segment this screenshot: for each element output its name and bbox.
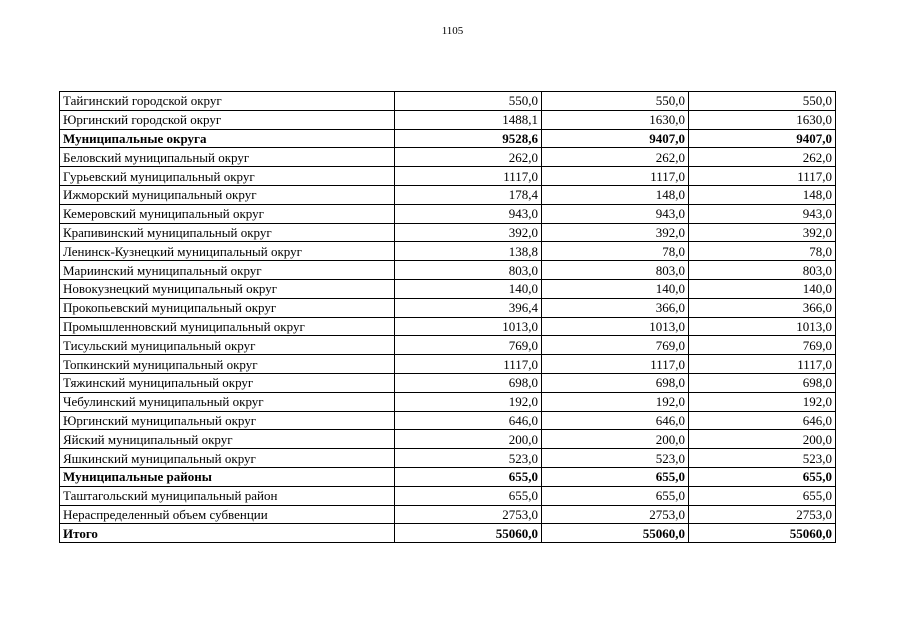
value-cell-2: 9407,0: [542, 129, 689, 148]
value-cell-3: 1630,0: [689, 110, 836, 129]
table-row: [60, 373, 836, 392]
value-cell-1: 55060,0: [395, 524, 542, 543]
row-name-cell: Чебулинский муниципальный округ: [60, 392, 395, 411]
value-cell-1: 200,0: [395, 430, 542, 449]
row-name-cell: Мариинский муниципальный округ: [60, 261, 395, 280]
value-cell-1: 138,8: [395, 242, 542, 261]
value-cell-1: 262,0: [395, 148, 542, 167]
value-cell-2: 1117,0: [542, 167, 689, 186]
value-cell-3: 655,0: [689, 467, 836, 486]
value-cell-2: 262,0: [542, 148, 689, 167]
value-cell-2: 646,0: [542, 411, 689, 430]
value-cell-2: 655,0: [542, 467, 689, 486]
value-cell-2: 943,0: [542, 204, 689, 223]
row-name-cell: Тяжинский муниципальный округ: [60, 373, 395, 392]
table-row: [60, 204, 836, 223]
value-cell-1: 698,0: [395, 373, 542, 392]
row-name-cell: Ижморский муниципальный округ: [60, 185, 395, 204]
value-cell-2: 1630,0: [542, 110, 689, 129]
value-cell-2: 392,0: [542, 223, 689, 242]
value-cell-1: 655,0: [395, 486, 542, 505]
row-name-cell: Муниципальные округа: [60, 129, 395, 148]
table-row: [60, 486, 836, 505]
value-cell-1: 769,0: [395, 336, 542, 355]
value-cell-1: 1013,0: [395, 317, 542, 336]
value-cell-3: 148,0: [689, 185, 836, 204]
table-row: [60, 110, 836, 129]
table-row: [60, 92, 836, 111]
row-name-cell: Тисульский муниципальный округ: [60, 336, 395, 355]
value-cell-3: 655,0: [689, 486, 836, 505]
value-cell-2: 200,0: [542, 430, 689, 449]
value-cell-1: 1488,1: [395, 110, 542, 129]
value-cell-1: 655,0: [395, 467, 542, 486]
value-cell-3: 1117,0: [689, 167, 836, 186]
value-cell-3: 78,0: [689, 242, 836, 261]
page-number: 1105: [441, 25, 464, 37]
value-cell-2: 140,0: [542, 279, 689, 298]
table-row: [60, 298, 836, 317]
value-cell-1: 178,4: [395, 185, 542, 204]
table-row: [60, 167, 836, 186]
value-cell-1: 1117,0: [395, 167, 542, 186]
value-cell-3: 366,0: [689, 298, 836, 317]
table-body: [60, 92, 836, 543]
value-cell-3: 943,0: [689, 204, 836, 223]
table-row-subtotal: [60, 129, 836, 148]
value-cell-2: 2753,0: [542, 505, 689, 524]
table-row: [60, 505, 836, 524]
table-row: [60, 430, 836, 449]
table-row: [60, 449, 836, 468]
row-name-cell: Прокопьевский муниципальный округ: [60, 298, 395, 317]
value-cell-2: 769,0: [542, 336, 689, 355]
row-name-cell: Таштагольский муниципальный район: [60, 486, 395, 505]
value-cell-3: 523,0: [689, 449, 836, 468]
value-cell-2: 78,0: [542, 242, 689, 261]
table-row-subtotal: [60, 524, 836, 543]
value-cell-1: 523,0: [395, 449, 542, 468]
value-cell-3: 140,0: [689, 279, 836, 298]
row-name-cell: Крапивинский муниципальный округ: [60, 223, 395, 242]
table-row: [60, 261, 836, 280]
value-cell-3: 262,0: [689, 148, 836, 167]
row-name-cell: Муниципальные районы: [60, 467, 395, 486]
value-cell-3: 55060,0: [689, 524, 836, 543]
row-name-cell: Топкинский муниципальный округ: [60, 355, 395, 374]
value-cell-2: 148,0: [542, 185, 689, 204]
value-cell-1: 9528,6: [395, 129, 542, 148]
value-cell-1: 2753,0: [395, 505, 542, 524]
row-name-cell: Юргинский муниципальный округ: [60, 411, 395, 430]
table-row: [60, 336, 836, 355]
value-cell-2: 550,0: [542, 92, 689, 111]
value-cell-2: 698,0: [542, 373, 689, 392]
value-cell-2: 1013,0: [542, 317, 689, 336]
value-cell-3: 1117,0: [689, 355, 836, 374]
value-cell-3: 9407,0: [689, 129, 836, 148]
value-cell-2: 803,0: [542, 261, 689, 280]
value-cell-3: 646,0: [689, 411, 836, 430]
value-cell-1: 392,0: [395, 223, 542, 242]
value-cell-3: 698,0: [689, 373, 836, 392]
row-name-cell: Нераспределенный объем субвенции: [60, 505, 395, 524]
value-cell-2: 192,0: [542, 392, 689, 411]
value-cell-2: 523,0: [542, 449, 689, 468]
value-cell-2: 655,0: [542, 486, 689, 505]
value-cell-2: 1117,0: [542, 355, 689, 374]
value-cell-2: 366,0: [542, 298, 689, 317]
value-cell-1: 1117,0: [395, 355, 542, 374]
table-row: [60, 411, 836, 430]
value-cell-3: 200,0: [689, 430, 836, 449]
value-cell-1: 646,0: [395, 411, 542, 430]
value-cell-3: 2753,0: [689, 505, 836, 524]
value-cell-3: 803,0: [689, 261, 836, 280]
table-row: [60, 392, 836, 411]
value-cell-1: 803,0: [395, 261, 542, 280]
value-cell-3: 192,0: [689, 392, 836, 411]
row-name-cell: Промышленновский муниципальный округ: [60, 317, 395, 336]
row-name-cell: Яшкинский муниципальный округ: [60, 449, 395, 468]
table-row: [60, 279, 836, 298]
row-name-cell: Итого: [60, 524, 395, 543]
table-row: [60, 223, 836, 242]
row-name-cell: Гурьевский муниципальный округ: [60, 167, 395, 186]
table-row: [60, 148, 836, 167]
row-name-cell: Беловский муниципальный округ: [60, 148, 395, 167]
table-row-subtotal: [60, 467, 836, 486]
row-name-cell: Юргинский городской округ: [60, 110, 395, 129]
table-row: [60, 355, 836, 374]
value-cell-3: 550,0: [689, 92, 836, 111]
row-name-cell: Новокузнецкий муниципальный округ: [60, 279, 395, 298]
row-name-cell: Кемеровский муниципальный округ: [60, 204, 395, 223]
value-cell-1: 192,0: [395, 392, 542, 411]
row-name-cell: Тайгинский городской округ: [60, 92, 395, 111]
value-cell-3: 1013,0: [689, 317, 836, 336]
table-row: [60, 317, 836, 336]
value-cell-1: 943,0: [395, 204, 542, 223]
value-cell-3: 769,0: [689, 336, 836, 355]
value-cell-1: 550,0: [395, 92, 542, 111]
row-name-cell: Яйский муниципальный округ: [60, 430, 395, 449]
value-cell-1: 396,4: [395, 298, 542, 317]
table-row: [60, 242, 836, 261]
table-row: [60, 185, 836, 204]
row-name-cell: Ленинск-Кузнецкий муниципальный округ: [60, 242, 395, 261]
value-cell-1: 140,0: [395, 279, 542, 298]
value-cell-2: 55060,0: [542, 524, 689, 543]
value-cell-3: 392,0: [689, 223, 836, 242]
subvention-table: [59, 91, 836, 543]
